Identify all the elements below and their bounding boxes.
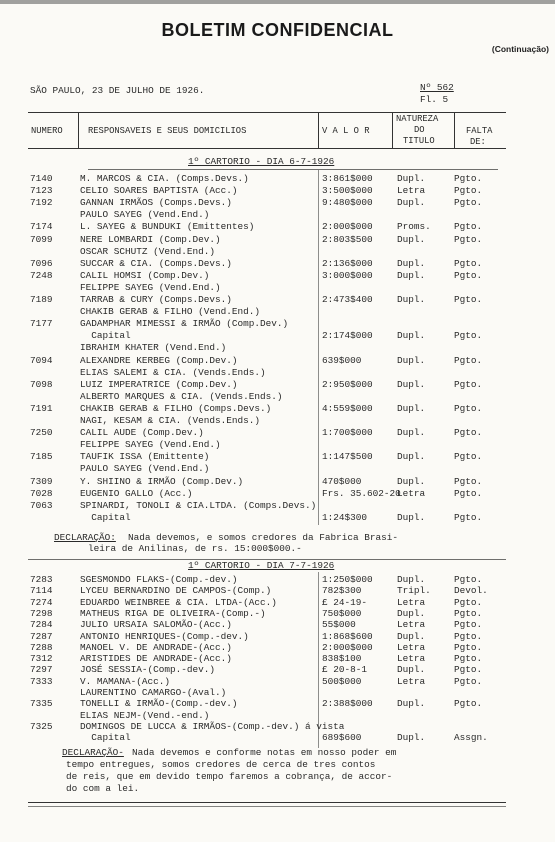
row-value: 1:24$300 <box>322 511 368 523</box>
declaration-text: Nada devemos e conforme notas em nosso poder em <box>132 747 397 758</box>
row-value: 2:000$000 <box>322 641 373 653</box>
row-name: Capital <box>80 330 131 342</box>
row-name: ANTONIO HENRIQUES-(Comp.-dev.) <box>80 630 249 642</box>
row-nature: Dupl. <box>397 475 426 487</box>
row-number: 7283 <box>30 574 53 585</box>
row-name: SGESMONDO FLAKS-(Comp.-dev.) <box>80 574 238 585</box>
row-number: 7114 <box>30 585 53 597</box>
footer-rule <box>28 802 506 803</box>
declaration-text: do com a lei. <box>66 783 140 794</box>
row-value: 750$000 <box>322 607 362 619</box>
row-falta: Pgto. <box>454 653 483 665</box>
row-falta: Pgto. <box>454 574 483 585</box>
row-name: MANOEL V. DE ANDRADE-(Acc.) <box>80 641 232 653</box>
row-value: 470$000 <box>322 475 362 487</box>
row-name: ALEXANDRE KERBEG (Comp.Dev.) <box>80 354 238 366</box>
column-header-valor: V A L O R <box>322 126 370 136</box>
row-value: 689$600 <box>322 732 362 744</box>
row-name: DOMINGOS DE LUCCA & IRMÃOS-(Comp.-dev.) á vista <box>80 720 345 732</box>
row-number: 7094 <box>30 354 53 366</box>
row-value: 500$000 <box>322 675 362 687</box>
row-nature: Dupl. <box>397 197 426 209</box>
row-falta: Pgto. <box>454 698 483 710</box>
row-name: V. MAMANA-(Acc.) <box>80 675 171 687</box>
row-number: 7335 <box>30 698 53 710</box>
row-value: 1:868$600 <box>322 630 373 642</box>
row-name: PAULO SAYEG (Vend.End.) <box>80 463 210 475</box>
row-number: 7140 <box>30 173 53 184</box>
row-name: JULIO URSAIA SALOMÃO-(Acc.) <box>80 619 232 631</box>
row-name: CELIO SOARES BAPTISTA (Acc.) <box>80 185 238 197</box>
row-name: IBRAHIM KHATER (Vend.End.) <box>80 342 227 354</box>
row-name: Capital <box>80 732 131 744</box>
row-name: CHAKIB GERAB & FILHO (Comps.Devs.) <box>80 402 272 414</box>
row-name: SUCCAR & CIA. (Comps.Devs.) <box>80 257 232 269</box>
row-falta: Assgn. <box>454 732 488 744</box>
row-falta: Pgto. <box>454 233 483 245</box>
declaration-text: Nada devemos, e somos credores da Fabrica Brasi- <box>128 532 399 543</box>
row-falta: Pgto. <box>454 354 483 366</box>
row-value: 2:136$000 <box>322 257 373 269</box>
row-value: £ 20-8-1 <box>322 664 368 676</box>
row-falta: Pgto. <box>454 378 483 390</box>
row-number: 7274 <box>30 596 53 608</box>
row-value: 2:803$500 <box>322 233 373 245</box>
row-falta: Pgto. <box>454 664 483 676</box>
row-nature: Dupl. <box>397 257 426 269</box>
row-number: 7333 <box>30 675 53 687</box>
row-number: 7098 <box>30 378 53 390</box>
row-number: 7287 <box>30 630 53 642</box>
column-header-responsaveis: RESPONSAVEIS E SEUS DOMICILIOS <box>88 126 247 136</box>
header-bottom-rule <box>28 148 506 149</box>
declaration-text: leira de Anilinas, de rs. 15:000$000.- <box>88 543 302 554</box>
row-nature: Dupl. <box>397 173 426 184</box>
row-falta: Pgto. <box>454 173 483 184</box>
row-name: CALIL AUDE (Comp.Dev.) <box>80 427 204 439</box>
row-name: LUIZ IMPERATRICE (Comp.Dev.) <box>80 378 238 390</box>
row-nature: Letra <box>397 619 426 631</box>
row-value: 2:950$000 <box>322 378 373 390</box>
row-name: ALBERTO MARQUES & CIA. (Vends.Ends.) <box>80 390 283 402</box>
row-value: 782$300 <box>322 585 362 597</box>
row-falta: Pgto. <box>454 451 483 463</box>
row-value: 2:473$400 <box>322 294 373 305</box>
header-top-rule <box>28 112 506 113</box>
declaration-text: tempo entregues, somos credores de cerca de tres contos <box>66 759 376 770</box>
row-number: 7189 <box>30 294 53 305</box>
row-name: Y. SHIINO & IRMÃO (Comp.Dev.) <box>80 475 244 487</box>
row-number: 7185 <box>30 451 53 463</box>
row-value: 55$000 <box>322 619 356 631</box>
document-title: BOLETIM CONFIDENCIAL <box>161 20 394 40</box>
row-nature: Dupl. <box>397 378 426 390</box>
row-value: 4:559$000 <box>322 402 373 414</box>
row-nature: Letra <box>397 653 426 665</box>
column-divider <box>392 112 393 148</box>
row-nature: Dupl. <box>397 269 426 281</box>
row-name: CALIL HOMSI (Comp.Dev.) <box>80 269 210 281</box>
row-name: NERE LOMBARDI (Comp.Dev.) <box>80 233 221 245</box>
row-nature: Letra <box>397 675 426 687</box>
row-nature: Dupl. <box>397 511 426 523</box>
row-name: EUGENIO GALLO (Acc.) <box>80 487 193 499</box>
row-falta: Pgto. <box>454 257 483 269</box>
row-falta: Pgto. <box>454 641 483 653</box>
row-value: 9:480$000 <box>322 197 373 209</box>
declaration-text: de reis, que em devido tempo faremos a cobrança, de accor- <box>66 771 393 782</box>
row-number: 7096 <box>30 257 53 269</box>
row-nature: Proms. <box>397 221 431 233</box>
row-falta: Pgto. <box>454 475 483 487</box>
row-falta: Pgto. <box>454 197 483 209</box>
row-value: 3:500$000 <box>322 185 373 197</box>
row-value: 3:861$000 <box>322 173 373 184</box>
row-name: EDUARDO WEINBREE & CIA. LTDA-(Acc.) <box>80 596 277 608</box>
column-divider <box>78 112 79 148</box>
row-falta: Pgto. <box>454 511 483 523</box>
column-header-falta: DE: <box>470 137 486 147</box>
row-number: 7123 <box>30 185 53 197</box>
row-falta: Pgto. <box>454 330 483 342</box>
row-value: £ 24-19- <box>322 596 368 608</box>
row-number: 7297 <box>30 664 53 676</box>
row-name: FELIPPE SAYEG (Vend.End.) <box>80 439 221 451</box>
row-name: GADAMPHAR MIMESSI & IRMÃO (Comp.Dev.) <box>80 318 289 330</box>
row-number: 7099 <box>30 233 53 245</box>
row-nature: Dupl. <box>397 402 426 414</box>
row-name: GANNAN IRMÃOS (Comps.Devs.) <box>80 197 232 209</box>
row-falta: Pgto. <box>454 487 483 499</box>
column-header-falta: FALTA <box>466 126 493 136</box>
row-name: LYCEU BERNARDINO DE CAMPOS-(Comp.) <box>80 585 272 597</box>
column-header-natureza: NATUREZA <box>396 114 439 124</box>
column-divider <box>454 112 455 148</box>
row-nature: Dupl. <box>397 427 426 439</box>
row-falta: Pgto. <box>454 630 483 642</box>
row-nature: Tripl. <box>397 585 431 597</box>
row-falta: Pgto. <box>454 619 483 631</box>
value-column-rule <box>318 170 319 525</box>
row-value: 2:000$000 <box>322 221 373 233</box>
row-number: 7028 <box>30 487 53 499</box>
row-value: 1:700$000 <box>322 427 373 439</box>
column-divider <box>318 112 319 148</box>
row-name: SPINARDI, TONOLI & CIA.LTDA. (Comps.Devs.) <box>80 499 317 511</box>
row-nature: Letra <box>397 487 426 499</box>
place-date: SÃO PAULO, 23 DE JULHO DE 1926. <box>30 85 205 96</box>
row-nature: Dupl. <box>397 294 426 305</box>
row-value: 2:174$000 <box>322 330 373 342</box>
row-falta: Devol. <box>454 585 488 597</box>
section-title: 1º CARTORIO - DIA 7-7-1926 <box>188 560 335 571</box>
row-name: Capital <box>80 511 131 523</box>
row-number: 7177 <box>30 318 53 330</box>
row-name: M. MARCOS & CIA. (Comps.Devs.) <box>80 173 249 184</box>
row-value: 1:250$000 <box>322 574 373 585</box>
section-rule <box>88 169 498 170</box>
row-value: Frs. 35.602-20 <box>322 487 401 499</box>
column-header-natureza: TITULO <box>403 136 435 146</box>
column-header-natureza: DO <box>414 125 425 135</box>
row-name: TARRAB & CURY (Comps.Devs.) <box>80 294 232 305</box>
row-number: 7248 <box>30 269 53 281</box>
row-nature: Dupl. <box>397 698 426 710</box>
continuation-note: (Continuação) <box>491 44 549 54</box>
row-number: 7298 <box>30 607 53 619</box>
row-number: 7063 <box>30 499 53 511</box>
sheet-number: Fl. 5 <box>420 94 449 105</box>
row-name: TONELLI & IRMÃO-(Comp.-dev.) <box>80 698 238 710</box>
section-rule <box>28 559 506 560</box>
row-number: 7288 <box>30 641 53 653</box>
column-header-numero: NUMERO <box>31 126 63 136</box>
row-value: 2:388$000 <box>322 698 373 710</box>
row-name: LAURENTINO CAMARGO-(Aval.) <box>80 687 227 698</box>
row-name: MATHEUS RIGA DE OLIVEIRA-(Comp.-) <box>80 607 266 619</box>
row-name: TAUFIK ISSA (Emittente) <box>80 451 210 463</box>
row-nature: Dupl. <box>397 732 426 744</box>
row-name: JOSÉ SESSIA-(Comp.-dev.) <box>80 664 216 676</box>
row-value: 1:147$500 <box>322 451 373 463</box>
row-number: 7284 <box>30 619 53 631</box>
row-value: 838$100 <box>322 653 362 665</box>
row-nature: Letra <box>397 641 426 653</box>
row-nature: Dupl. <box>397 664 426 676</box>
bulletin-number: Nº 562 <box>420 82 454 93</box>
row-nature: Letra <box>397 185 426 197</box>
row-falta: Pgto. <box>454 221 483 233</box>
declaration-label: DECLARAÇÃO: <box>54 532 116 543</box>
row-falta: Pgto. <box>454 402 483 414</box>
declaration-label: DECLARAÇÃO- <box>62 747 124 758</box>
row-name: ELIAS SALEMI & CIA. (Vends.Ends.) <box>80 366 266 378</box>
row-number: 7325 <box>30 720 53 732</box>
row-nature: Dupl. <box>397 630 426 642</box>
row-nature: Letra <box>397 596 426 608</box>
row-number: 7309 <box>30 475 53 487</box>
row-name: NAGI, KESAM & CIA. (Vends.Ends.) <box>80 415 261 426</box>
footer-rule <box>28 806 506 807</box>
row-falta: Pgto. <box>454 675 483 687</box>
row-name: OSCAR SCHUTZ (Vend.End.) <box>80 245 216 257</box>
row-nature: Dupl. <box>397 607 426 619</box>
section-title: 1º CARTORIO - DIA 6-7-1926 <box>188 156 335 167</box>
row-number: 7192 <box>30 197 53 209</box>
row-number: 7312 <box>30 653 53 665</box>
row-name: PAULO SAYEG (Vend.End.) <box>80 209 210 221</box>
row-nature: Dupl. <box>397 574 426 585</box>
row-nature: Dupl. <box>397 451 426 463</box>
row-value: 3:000$000 <box>322 269 373 281</box>
row-number: 7174 <box>30 221 53 233</box>
row-nature: Dupl. <box>397 330 426 342</box>
row-number: 7191 <box>30 402 53 414</box>
row-falta: Pgto. <box>454 596 483 608</box>
row-falta: Pgto. <box>454 427 483 439</box>
row-falta: Pgto. <box>454 294 483 305</box>
row-falta: Pgto. <box>454 185 483 197</box>
row-nature: Dupl. <box>397 233 426 245</box>
row-number: 7250 <box>30 427 53 439</box>
row-name: CHAKIB GERAB & FILHO (Vend.End.) <box>80 306 261 318</box>
row-falta: Pgto. <box>454 269 483 281</box>
page-top-edge <box>0 0 555 4</box>
row-value: 639$000 <box>322 354 362 366</box>
row-name: L. SAYEG & BUNDUKI (Emittentes) <box>80 221 255 233</box>
row-name: ELIAS NEJM-(Vend.-end.) <box>80 709 210 721</box>
row-nature: Dupl. <box>397 354 426 366</box>
row-name: ARISTIDES DE ANDRADE-(Acc.) <box>80 653 232 665</box>
row-falta: Pgto. <box>454 607 483 619</box>
row-name: FELIPPE SAYEG (Vend.End.) <box>80 281 221 293</box>
